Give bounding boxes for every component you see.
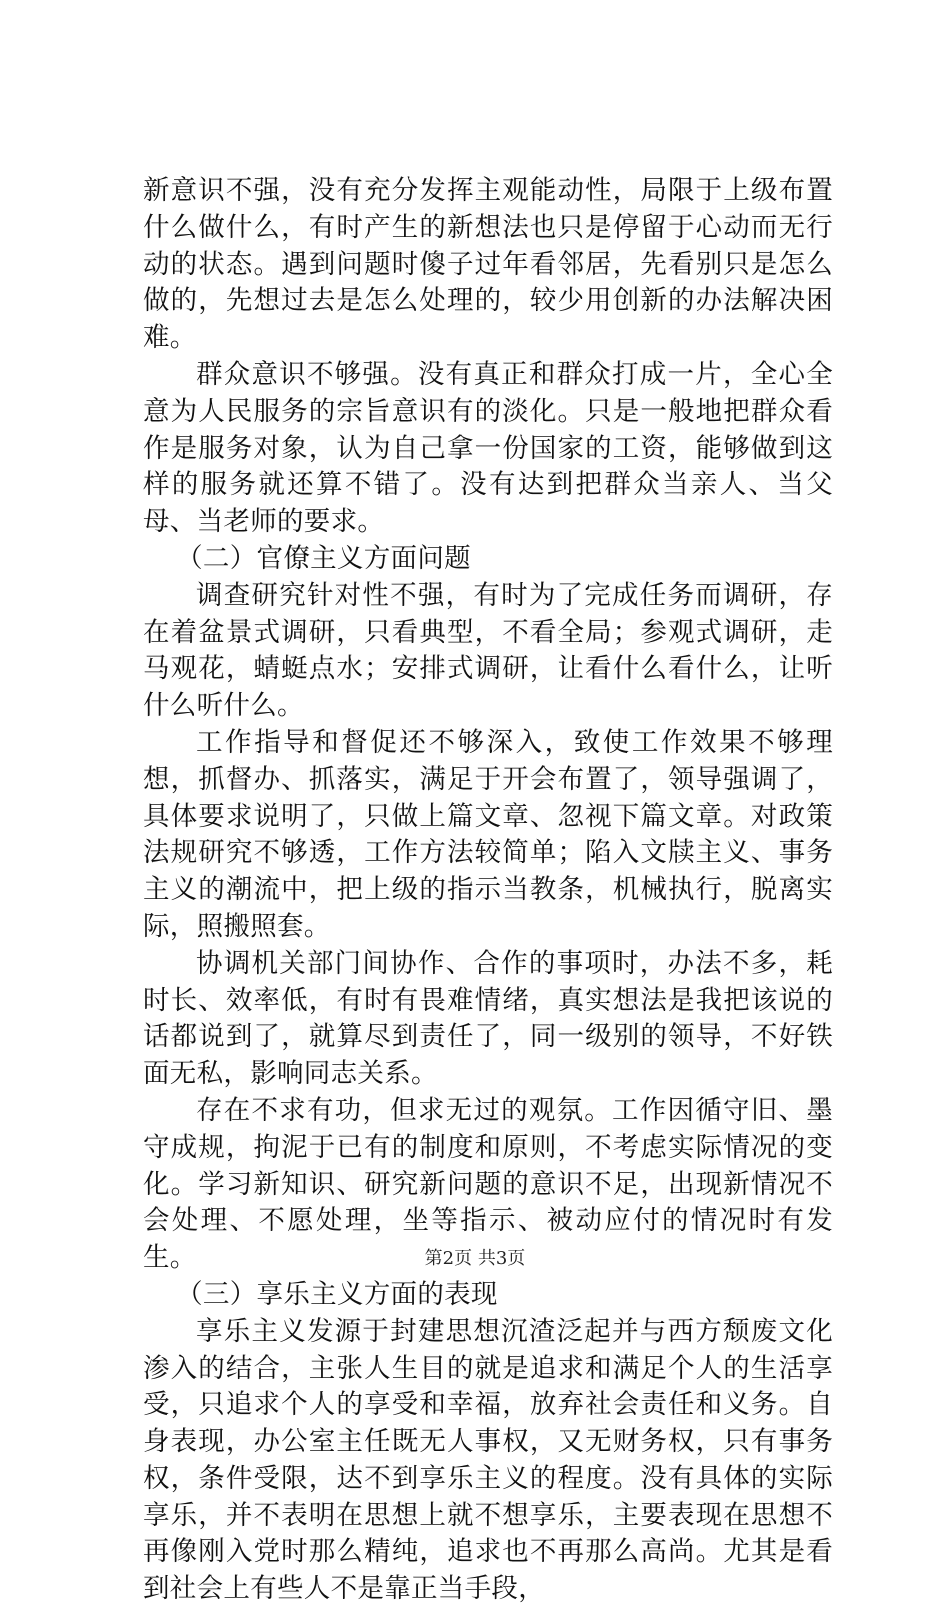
section-heading-bureaucratism: （二）官僚主义方面问题 [176, 542, 471, 574]
paragraph-supervision: 工作指导和督促还不够深入，致使工作效果不够理想，抓督办、抓落实，满足于开会布置了，领导强调了，具体要求说明了，只做上篇文章、忽视下篇文章。对政策法规研究不够透，工作方法较简单；陷入文牍主义、事务主义的潮流中，把上级的指示当教条，机械执行，脱离实际，照搬照套。 [143, 726, 833, 942]
paragraph-research: 调查研究针对性不强，有时为了完成任务而调研，存在着盆景式调研，只看典型，不看全局；参观式调研，走马观花，蜻蜓点水；安排式调研，让看什么看什么，让听什么听什么。 [143, 579, 833, 722]
paragraph-mass-awareness: 群众意识不够强。没有真正和群众打成一片，全心全意为人民服务的宗旨意识有的淡化。只是一般地把群众看作是服务对象，认为自己拿一份国家的工资，能够做到这样的服务就还算不错了。没有达到把群众当亲人、当父母、当老师的要求。 [143, 358, 833, 538]
page-number-footer: 第2页 共3页 [424, 1248, 526, 1269]
paragraph-hedonism: 享乐主义发源于封建思想沉渣泛起并与西方颓废文化渗入的结合，主张人生目的就是追求和满足个人的生活享受，只追求个人的享受和幸福，放弃社会责任和义务。自身表现，办公室主任既无人事权，又无财务权，只有事务权，条件受限，达不到享乐主义的程度。没有具体的实际享乐，并不表明在思想上就不想享乐，主要表现在思想不再像刚入党时那么精纯，追求也不再那么高尚。尤其是看到社会上有些人不是靠正当手段， [143, 1315, 833, 1605]
section-heading-hedonism: （三）享乐主义方面的表现 [176, 1278, 498, 1310]
document-body [143, 173, 833, 1608]
paragraph-no-fault-mindset: 存在不求有功，但求无过的观氛。工作因循守旧、墨守成规，拘泥于已有的制度和原则，不考虑实际情况的变化。学习新知识、研究新问题的意识不足，出现新情况不会处理、不愿处理，坐等指示、被动应付的情况时有发生。 [143, 1094, 833, 1274]
paragraph-continuation: 新意识不强，没有充分发挥主观能动性，局限于上级布置什么做什么，有时产生的新想法也只是停留于心动而无行动的状态。遇到问题时傻子过年看邻居，先看别只是怎么做的，先想过去是怎么处理的，较少用创新的办法解决困难。 [143, 175, 833, 354]
paragraph-coordination: 协调机关部门间协作、合作的事项时，办法不多，耗时长、效率低，有时有畏难情绪，真实想法是我把该说的话都说到了，就算尽到责任了，同一级别的领导，不好铁面无私，影响同志关系。 [143, 947, 833, 1090]
